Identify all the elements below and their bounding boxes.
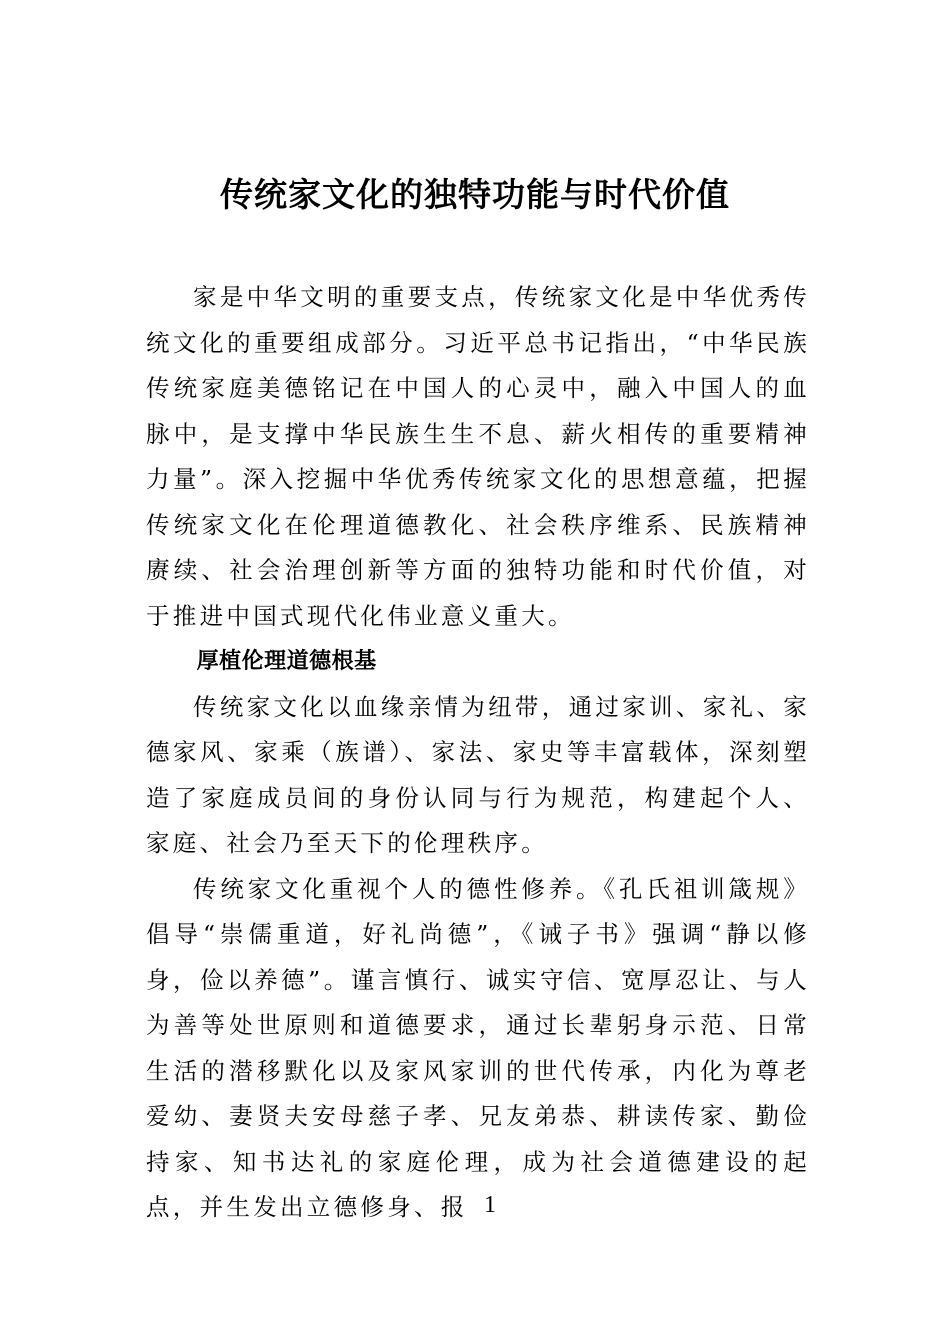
page-number: 1 — [484, 1192, 496, 1218]
section-paragraph-1: 传统家文化以血缘亲情为纽带，通过家训、家礼、家德家风、家乘（族谱）、家法、家史等丰富载体，深刻塑造了家庭成员间的身份认同与行为规范，构建起个人、家庭、社会乃至天下的伦理秩序。 — [146, 692, 810, 857]
intro-paragraph: 家是中华文明的重要支点，传统家文化是中华优秀传统文化的重要组成部分。习近平总书记指出，“中华民族传统家庭美德铭记在中国人的心灵中，融入中国人的血脉中，是支撑中华民族生生不息、薪火相传的重要精神力量”。深入挖掘中华优秀传统家文化的思想意蕴，把握传统家文化在伦理道德教化、社会秩序维系、民族精神赓续、社会治理创新等方面的独特功能和时代价值，对于推进中国式现代化伟业意义重大。 — [146, 283, 810, 630]
document-body — [146, 275, 810, 1231]
section-heading: 厚植伦理道德根基 — [196, 649, 377, 674]
document-title: 传统家文化的独特功能与时代价值 — [220, 175, 730, 214]
section-paragraph-2: 传统家文化重视个人的德性修养。《孔氏祖训箴规》倡导“崇儒重道，好礼尚德”，《诫子书》强调“静以修身，俭以养德”。谨言慎行、诚实守信、宽厚忍让、与人为善等处世原则和道德要求，通过长辈躬身示范、日常生活的潜移默化以及家风家训的世代传承，内化为尊老爱幼、妻贤夫安母慈子孝、兄友弟恭、耕读传家、勤俭持家、知书达礼的家庭伦理，成为社会道德建设的起点，并生发出立德修身、报 — [146, 874, 810, 1221]
